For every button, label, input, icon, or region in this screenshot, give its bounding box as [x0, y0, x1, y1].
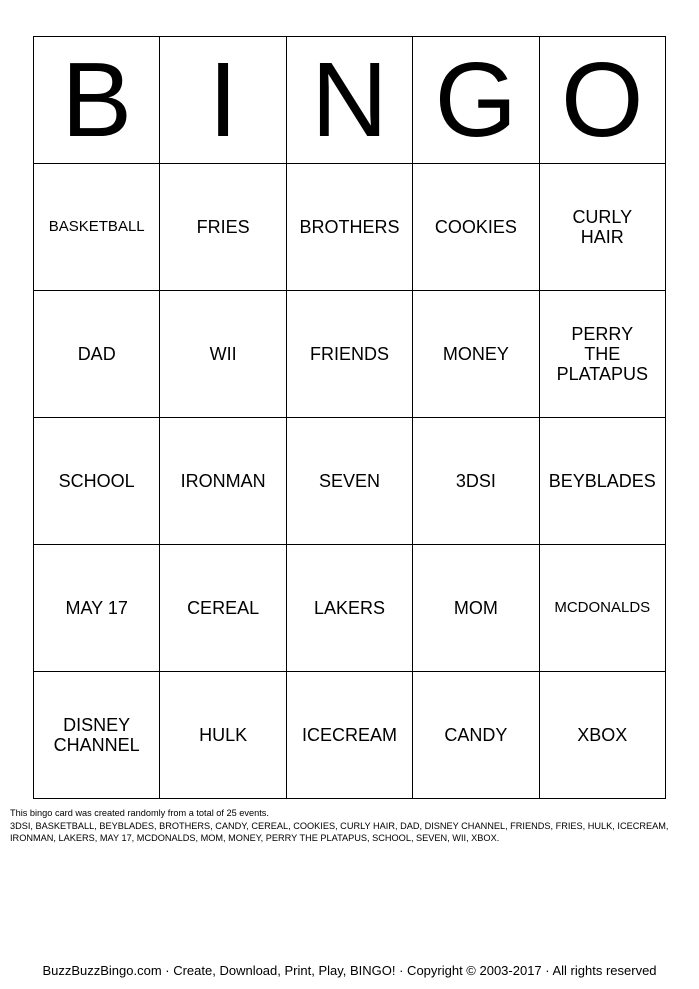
square-label: FRIES	[196, 217, 250, 237]
bingo-square	[413, 418, 539, 545]
header-letter-i: I	[160, 37, 286, 164]
square-label: CANDY	[444, 725, 508, 745]
card-row	[34, 545, 666, 672]
card-info-events: 3DSI, BASKETBALL, BEYBLADES, BROTHERS, CANDY, CEREAL, COOKIES, CURLY HAIR, DAD, DISNEY CHANNEL, FRIENDS, FRIES, HULK, ICECREAM, IRONMAN, LAKERS, MAY 17, MCDONALDS, MOM, MONEY, PERRY THE PLATAPUS, SCHOOL, SEVEN, WII, XBOX.	[10, 820, 669, 843]
bingo-square	[539, 164, 665, 291]
bingo-square	[160, 672, 286, 799]
header-row	[34, 37, 666, 164]
square-label: IRONMAN	[180, 471, 266, 491]
bingo-square	[413, 164, 539, 291]
header-letter-g: G	[413, 37, 539, 164]
square-label: FRIENDS	[309, 344, 389, 364]
square-label: 3DSI	[455, 471, 496, 491]
square-label: MAY 17	[65, 598, 128, 618]
bingo-square	[160, 545, 286, 672]
header-letter-o: O	[539, 37, 665, 164]
card-row	[34, 164, 666, 291]
bingo-card	[33, 36, 666, 799]
bingo-square	[160, 291, 286, 418]
card-info-intro: This bingo card was created randomly from a total of 25 events.	[10, 808, 269, 818]
bingo-square	[413, 672, 539, 799]
square-label: BEYBLADES	[548, 471, 656, 491]
square-label: XBOX	[577, 725, 628, 745]
square-label: DAD	[77, 344, 116, 364]
bingo-square	[34, 164, 160, 291]
bingo-square	[34, 418, 160, 545]
bingo-square	[539, 418, 665, 545]
square-label: CEREAL	[187, 598, 260, 618]
bingo-square	[286, 291, 412, 418]
bingo-square	[34, 291, 160, 418]
square-label: COOKIES	[434, 217, 517, 237]
card-row	[34, 672, 666, 799]
square-label: BROTHERS	[299, 217, 400, 237]
bingo-square	[539, 672, 665, 799]
bingo-square	[539, 545, 665, 672]
square-label: BASKETBALL	[48, 218, 145, 235]
square-label: MOM	[453, 598, 498, 618]
header-letter-b: B	[34, 37, 160, 164]
square-label: WII	[209, 344, 237, 364]
bingo-square	[413, 291, 539, 418]
bingo-square	[286, 672, 412, 799]
card-row	[34, 291, 666, 418]
square-label: SCHOOL	[58, 471, 135, 491]
card-info	[10, 807, 690, 845]
card-row	[34, 418, 666, 545]
footer-copyright: BuzzBuzzBingo.com · Create, Download, Print, Play, BINGO! · Copyright © 2003-2017 · All rights reserved	[42, 963, 657, 978]
bingo-square	[413, 545, 539, 672]
square-label: LAKERS	[313, 598, 385, 618]
bingo-square	[539, 291, 665, 418]
bingo-square	[34, 672, 160, 799]
bingo-square	[160, 418, 286, 545]
bingo-square	[286, 545, 412, 672]
square-label: DISNEY CHANNEL	[53, 715, 140, 755]
bingo-square	[286, 418, 412, 545]
header-letter-n: N	[286, 37, 412, 164]
square-label: ICECREAM	[301, 725, 397, 745]
square-label: CURLY HAIR	[572, 207, 633, 247]
square-label: MCDONALDS	[554, 599, 651, 616]
square-label: SEVEN	[318, 471, 380, 491]
bingo-square	[286, 164, 412, 291]
square-label: MONEY	[442, 344, 509, 364]
bingo-square	[160, 164, 286, 291]
bingo-square	[34, 545, 160, 672]
square-label: HULK	[199, 725, 248, 745]
square-label: PERRY THE PLATAPUS	[556, 324, 648, 384]
